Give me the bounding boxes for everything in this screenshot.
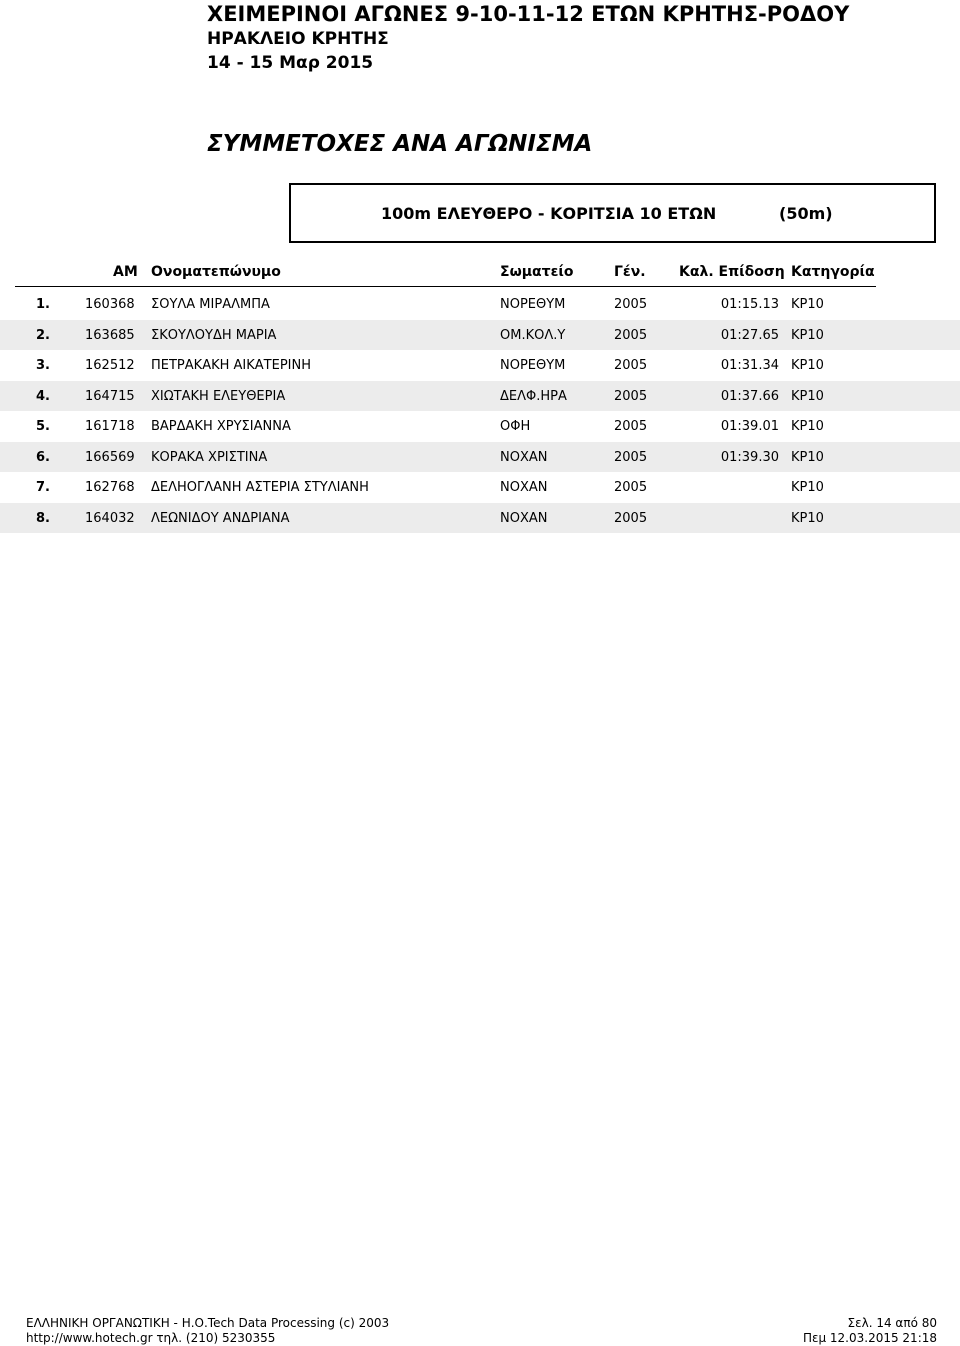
meet-location: ΗΡΑΚΛΕΙΟ ΚΡΗΤΗΣ <box>207 29 389 49</box>
cell-entry-time: 01:39.30 <box>720 449 779 465</box>
cell-year: 2005 <box>614 480 648 495</box>
cell-category: ΚΡ10 <box>791 358 824 373</box>
document-title: ΧΕΙΜΕΡΙΝΟΙ ΑΓΩΝΕΣ 9-10-11-12 ΕΤΩΝ ΚΡΗΤΗΣ-ΡΟΔΟΥ <box>207 2 850 26</box>
cell-year: 2005 <box>614 449 648 465</box>
cell-rank: 7. <box>36 480 50 495</box>
cell-club: ΝΟΧΑΝ <box>500 449 548 465</box>
cell-am: 164715 <box>85 388 135 404</box>
cell-year: 2005 <box>614 388 648 404</box>
cell-category: ΚΡ10 <box>791 480 824 495</box>
cell-rank: 6. <box>36 449 50 465</box>
column-header-club: Σωματείο <box>500 264 574 280</box>
column-header-category: Κατηγορία <box>791 264 875 280</box>
cell-name: ΒΑΡΔΑΚΗ ΧΡΥΣΙΑΝΝΑ <box>151 419 291 434</box>
cell-category: ΚΡ10 <box>791 388 824 404</box>
event-box <box>289 183 936 243</box>
cell-year: 2005 <box>614 297 648 312</box>
cell-club: ΝΟΧΑΝ <box>500 510 548 526</box>
cell-entry-time: 01:27.65 <box>720 327 779 343</box>
footer-print-date: Πεμ 12.03.2015 21:18 <box>802 1331 937 1345</box>
event-pool-length: (50m) <box>779 204 833 223</box>
footer-organization: ΕΛΛΗΝΙΚΗ ΟΡΓΑΝΩΤΙΚΗ - Η.Ο.Tech Data Processing (c) 2003 <box>26 1316 390 1330</box>
cell-club: ΝΟΧΑΝ <box>500 480 548 495</box>
meet-dates: 14 - 15 Μαρ 2015 <box>207 53 374 73</box>
table-row <box>0 289 960 320</box>
cell-year: 2005 <box>614 510 648 526</box>
cell-name: ΣΚΟΥΛΟΥΔΗ ΜΑΡΙΑ <box>151 327 277 343</box>
cell-club: ΝΟΡΕΘΥΜ <box>500 297 566 312</box>
cell-year: 2005 <box>614 358 648 373</box>
column-header-year: Γέν. <box>614 264 646 280</box>
cell-name: ΔΕΛΗΟΓΛΑΝΗ ΑΣΤΕΡΙΑ ΣΤΥΛΙΑΝΗ <box>151 480 369 495</box>
event-name: 100m ΕΛΕΥΘΕΡΟ - ΚΟΡΙΤΣΙΑ 10 ΕΤΩΝ <box>381 204 717 223</box>
table-row <box>0 381 960 412</box>
cell-am: 164032 <box>85 510 135 526</box>
cell-am: 163685 <box>85 327 135 343</box>
cell-year: 2005 <box>614 327 648 343</box>
header-divider <box>15 286 876 287</box>
cell-name: ΧΙΩΤΑΚΗ ΕΛΕΥΘΕΡΙΑ <box>151 388 286 404</box>
cell-category: ΚΡ10 <box>791 327 824 343</box>
cell-rank: 2. <box>36 327 50 343</box>
section-title: ΣΥΜΜΕΤΟΧΕΣ ΑΝΑ ΑΓΩΝΙΣΜΑ <box>207 131 593 157</box>
cell-rank: 8. <box>36 510 50 526</box>
cell-year: 2005 <box>614 419 648 434</box>
cell-name: ΚΟΡΑΚΑ ΧΡΙΣΤΙΝΑ <box>151 449 268 465</box>
cell-rank: 3. <box>36 358 50 373</box>
cell-rank: 4. <box>36 388 50 404</box>
cell-club: ΟΜ.ΚΟΛ.Υ <box>500 327 566 343</box>
table-row <box>0 320 960 351</box>
column-header-name: Ονοματεπώνυμο <box>151 264 281 280</box>
table-row <box>0 503 960 534</box>
cell-entry-time: 01:37.66 <box>720 388 779 404</box>
cell-club: ΝΟΡΕΘΥΜ <box>500 358 566 373</box>
cell-rank: 1. <box>36 297 50 312</box>
footer-page-number: Σελ. 14 από 80 <box>847 1316 937 1330</box>
cell-am: 162768 <box>85 480 135 495</box>
table-row <box>0 350 960 381</box>
table-row <box>0 442 960 473</box>
cell-am: 160368 <box>85 297 135 312</box>
column-header-entry-time: Καλ. Επίδοση <box>679 264 785 280</box>
column-header-am: ΑΜ <box>113 264 138 280</box>
cell-entry-time: 01:15.13 <box>720 297 779 312</box>
footer-contact: http://www.hotech.gr τηλ. (210) 5230355 <box>26 1331 276 1345</box>
cell-entry-time: 01:31.34 <box>720 358 779 373</box>
table-row <box>0 411 960 442</box>
cell-am: 161718 <box>85 419 135 434</box>
cell-club: ΔΕΛΦ.ΗΡΑ <box>500 388 567 404</box>
cell-entry-time: 01:39.01 <box>720 419 779 434</box>
cell-category: ΚΡ10 <box>791 419 824 434</box>
cell-am: 162512 <box>85 358 135 373</box>
cell-name: ΣΟΥΛΑ ΜΙΡΑΛΜΠΑ <box>151 297 270 312</box>
cell-club: ΟΦΗ <box>500 419 531 434</box>
table-row <box>0 472 960 503</box>
cell-rank: 5. <box>36 419 50 434</box>
cell-name: ΛΕΩΝΙΔΟΥ ΑΝΔΡΙΑΝΑ <box>151 510 290 526</box>
cell-category: ΚΡ10 <box>791 449 824 465</box>
cell-name: ΠΕΤΡΑΚΑΚΗ ΑΙΚΑΤΕΡΙΝΗ <box>151 358 311 373</box>
cell-category: ΚΡ10 <box>791 510 824 526</box>
cell-am: 166569 <box>85 449 135 465</box>
results-table <box>0 289 960 533</box>
cell-category: ΚΡ10 <box>791 297 824 312</box>
